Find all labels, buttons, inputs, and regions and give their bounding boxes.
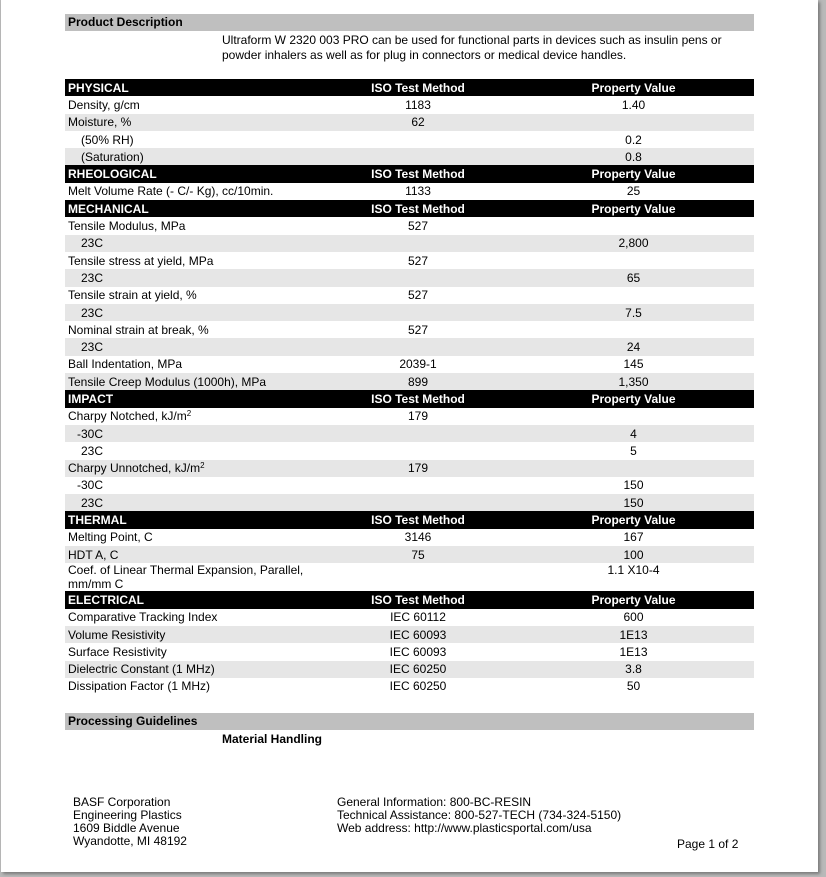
property-label — [65, 356, 323, 373]
property-row — [65, 304, 754, 321]
property-value — [513, 217, 754, 234]
property-label-text: -30C — [77, 426, 104, 441]
property-value: 145 — [623, 357, 644, 372]
test-method: 3146 — [404, 530, 432, 545]
property-label-text: 23C — [81, 495, 104, 510]
test-method — [323, 148, 513, 165]
property-label — [65, 131, 323, 148]
product-description-heading: Product Description — [65, 14, 754, 31]
property-label-text: (50% RH) — [81, 132, 134, 147]
property-value: 65 — [513, 269, 754, 286]
test-method: IEC 60250 — [389, 679, 447, 694]
property-value-header: Property Value — [513, 390, 754, 407]
property-row — [65, 546, 754, 563]
property-label-text: 23C — [81, 443, 104, 458]
property-label-text: Tensile strain at yield, % — [68, 288, 197, 303]
property-value — [513, 321, 754, 338]
property-label — [65, 442, 323, 459]
property-label — [65, 217, 323, 234]
test-method: IEC 60093 — [323, 626, 513, 643]
property-value-header: Property Value — [513, 511, 754, 528]
property-label-text: 23C — [81, 270, 104, 285]
section-title: THERMAL — [65, 511, 323, 528]
test-method — [323, 235, 513, 252]
test-method-header: ISO Test Method — [323, 79, 513, 96]
property-label — [65, 304, 323, 321]
property-value-header: Property Value — [513, 165, 754, 182]
property-row — [65, 626, 754, 643]
property-value: 2,800 — [513, 235, 754, 252]
property-value: 150 — [513, 494, 754, 511]
property-label — [65, 269, 323, 286]
section-title: IMPACT — [65, 390, 323, 407]
properties-table — [65, 79, 754, 695]
address-line: Engineering Plastics — [73, 808, 182, 822]
property-row — [65, 643, 754, 660]
property-value: 7.5 — [513, 304, 754, 321]
property-label — [65, 643, 323, 660]
property-row — [65, 269, 754, 286]
property-row — [65, 494, 754, 511]
property-value: 50 — [626, 679, 641, 694]
test-method — [323, 131, 513, 148]
property-row — [65, 148, 754, 165]
property-label — [65, 287, 323, 304]
property-value: 1.40 — [621, 97, 646, 112]
property-row — [65, 425, 754, 442]
property-label-text: Volume Resistivity — [68, 627, 166, 642]
test-method — [323, 494, 513, 511]
property-row — [65, 183, 754, 200]
property-value: 0.2 — [625, 132, 642, 147]
property-value: 1E13 — [619, 644, 648, 659]
test-method-header: ISO Test Method — [323, 591, 513, 608]
test-method — [323, 563, 513, 591]
property-label-text: 23C — [81, 305, 104, 320]
property-value: 1.1 X10-4 — [607, 563, 660, 578]
section-header-row — [65, 591, 754, 608]
property-label — [65, 183, 323, 200]
test-method: 527 — [407, 322, 429, 337]
property-value — [513, 114, 754, 131]
property-label-text: HDT A, C — [68, 547, 119, 562]
property-row — [65, 131, 754, 148]
property-label — [65, 373, 323, 390]
property-label — [65, 338, 323, 355]
property-label-text: 23C — [81, 340, 104, 355]
test-method-header: ISO Test Method — [323, 511, 513, 528]
property-value: 25 — [626, 184, 641, 199]
property-row — [65, 460, 754, 477]
property-label-text: Nominal strain at break, % — [68, 322, 209, 337]
section-header-row — [65, 511, 754, 528]
property-label — [65, 252, 323, 269]
property-label-text: 23C — [81, 236, 104, 251]
page-number: Page 1 of 2 — [677, 837, 739, 851]
property-value-header: Property Value — [513, 200, 754, 217]
property-label — [65, 477, 323, 494]
property-label-text: Tensile Modulus, MPa — [68, 219, 186, 234]
test-method: 179 — [407, 409, 429, 424]
section-title: RHEOLOGICAL — [65, 165, 323, 182]
property-label-text: Dielectric Constant (1 MHz) — [68, 662, 215, 677]
property-row — [65, 477, 754, 494]
test-method: 899 — [323, 373, 513, 390]
property-label — [65, 494, 323, 511]
test-method: IEC 60112 — [390, 610, 446, 625]
property-value: 1,350 — [513, 373, 754, 390]
property-value: 600 — [623, 610, 644, 625]
property-label-text: Comparative Tracking Index — [68, 610, 218, 625]
property-row — [65, 661, 754, 678]
section-header-row — [65, 200, 754, 217]
property-label-text: Melting Point, C — [68, 530, 153, 545]
property-label — [65, 563, 323, 591]
property-value: 167 — [623, 530, 644, 545]
property-label — [65, 529, 323, 546]
section-title: MECHANICAL — [65, 200, 323, 217]
property-label — [65, 425, 323, 442]
test-method: 75 — [323, 546, 513, 563]
contact-line: Technical Assistance: 800-527-TECH (734-324-5150) — [337, 808, 622, 822]
company-address — [73, 796, 187, 848]
property-value: 0.8 — [513, 148, 754, 165]
address-line: Wyandotte, MI 48192 — [73, 834, 187, 848]
property-row — [65, 373, 754, 390]
property-label — [65, 148, 323, 165]
property-value — [513, 460, 754, 477]
test-method — [323, 269, 513, 286]
property-row — [65, 408, 754, 425]
test-method-header: ISO Test Method — [323, 200, 513, 217]
property-row — [65, 96, 754, 113]
property-value: 3.8 — [513, 661, 754, 678]
property-row — [65, 609, 754, 626]
property-label-text: Tensile Creep Modulus (1000h), MPa — [68, 374, 267, 389]
test-method: 1133 — [405, 184, 431, 199]
property-label-text: Coef. of Linear Thermal Expansion, Parallel, mm/mm C — [68, 563, 304, 592]
section-header-row — [65, 79, 754, 96]
property-label-text: Charpy Notched, kJ/m — [68, 409, 187, 424]
property-value — [513, 408, 754, 425]
test-method — [323, 304, 513, 321]
property-label — [65, 609, 323, 626]
property-value: 1E13 — [513, 626, 754, 643]
property-row — [65, 356, 754, 373]
property-label — [65, 460, 323, 477]
contact-line: General Information: 800-BC-RESIN — [337, 795, 532, 809]
property-row — [65, 217, 754, 234]
property-label — [65, 626, 323, 643]
property-label-text: Charpy Unnotched, kJ/m — [68, 461, 201, 476]
property-row — [65, 321, 754, 338]
test-method: 2039-1 — [399, 357, 437, 372]
property-label-text: Density, g/cm — [68, 97, 140, 112]
property-value — [513, 252, 754, 269]
property-label — [65, 96, 323, 113]
section-title: PHYSICAL — [65, 79, 323, 96]
property-value-header: Property Value — [513, 591, 754, 608]
property-label-text: Tensile stress at yield, MPa — [68, 253, 214, 268]
property-row — [65, 235, 754, 252]
property-row — [65, 442, 754, 459]
property-label — [65, 678, 323, 695]
property-row — [65, 287, 754, 304]
property-label — [65, 321, 323, 338]
property-label-text: Surface Resistivity — [68, 644, 167, 659]
property-value: 4 — [513, 425, 754, 442]
property-label — [65, 408, 323, 425]
address-line: 1609 Biddle Avenue — [73, 821, 180, 835]
address-line: BASF Corporation — [73, 795, 171, 809]
property-label-text: -30C — [77, 478, 104, 493]
test-method-header: ISO Test Method — [323, 165, 513, 182]
property-row — [65, 114, 754, 131]
property-row — [65, 678, 754, 695]
contact-line: Web address: http://www.plasticsportal.com/usa — [337, 821, 592, 835]
material-handling-subheading: Material Handling — [222, 732, 323, 746]
property-row — [65, 338, 754, 355]
test-method — [323, 425, 513, 442]
property-label-text: Dissipation Factor (1 MHz) — [68, 679, 211, 694]
test-method: 1183 — [405, 97, 431, 112]
test-method — [323, 442, 513, 459]
document-page — [1, 0, 818, 872]
property-value: 5 — [630, 443, 637, 458]
test-method: 527 — [407, 288, 429, 303]
property-label — [65, 114, 323, 131]
property-label — [65, 661, 323, 678]
unit-superscript: 2 — [186, 409, 192, 419]
property-value: 100 — [513, 546, 754, 563]
property-label — [65, 235, 323, 252]
property-row — [65, 252, 754, 269]
property-value: 24 — [513, 338, 754, 355]
property-value — [513, 287, 754, 304]
section-header-row — [65, 390, 754, 407]
test-method — [323, 338, 513, 355]
processing-guidelines-heading: Processing Guidelines — [65, 713, 754, 730]
property-row — [65, 529, 754, 546]
test-method: 527 — [407, 253, 429, 268]
property-label-text: Ball Indentation, MPa — [68, 357, 183, 372]
test-method: 62 — [323, 114, 513, 131]
product-description-text: Ultraform W 2320 003 PRO can be used for functional parts in devices such as insulin pens or powder inhalers as well as for plug in connectors or medical device handles. — [222, 33, 722, 62]
property-label-text: Moisture, % — [68, 115, 132, 130]
test-method — [323, 477, 513, 494]
property-value-header: Property Value — [513, 79, 754, 96]
contact-info — [337, 796, 621, 835]
section-header-row — [65, 165, 754, 182]
property-row — [65, 563, 754, 591]
property-label — [65, 546, 323, 563]
test-method: IEC 60093 — [389, 644, 447, 659]
property-label-text: Melt Volume Rate (- C/- Kg), cc/10min. — [68, 184, 274, 199]
property-value: 150 — [623, 478, 644, 493]
unit-superscript: 2 — [200, 461, 205, 471]
property-label-text: (Saturation) — [81, 149, 144, 164]
test-method-header: ISO Test Method — [323, 390, 513, 407]
test-method: 179 — [323, 460, 513, 477]
test-method: 527 — [407, 219, 429, 234]
section-title: ELECTRICAL — [65, 591, 323, 608]
test-method: IEC 60250 — [323, 661, 513, 678]
